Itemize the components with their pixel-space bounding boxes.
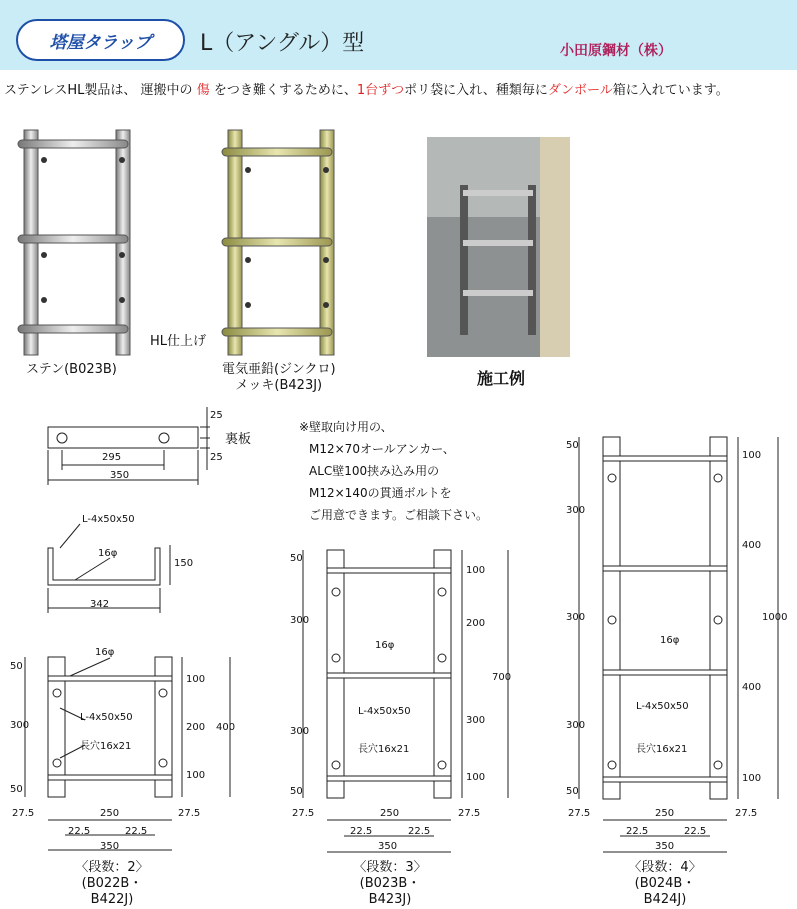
dim-label: 27.5 (458, 808, 481, 819)
steps-label: 〈段数：3〉 (353, 860, 427, 875)
note-text: 箱に入れています。 (612, 83, 729, 98)
rod-label: 16φ (98, 548, 118, 559)
dim-label: 350 (378, 841, 398, 852)
dim-label: 50 (290, 553, 303, 564)
dim-label: 400 (742, 682, 762, 693)
badge-text: 塔屋タラップ (49, 32, 152, 53)
dim-label: 300 (290, 615, 310, 626)
dim-label: 50 (10, 661, 23, 672)
angle-label: L-4x50x50 (80, 712, 133, 723)
dim-label: 100 (466, 772, 486, 783)
rod-label: 16φ (95, 647, 115, 658)
finish-label: HL仕上げ (150, 334, 207, 349)
installation-photo (427, 137, 570, 357)
stainless-caption: ステン(B023B) (26, 362, 117, 377)
dim-label: 100 (742, 773, 762, 784)
ladder2-drawing (25, 657, 230, 850)
dim-label: 1000 (762, 612, 788, 623)
steps-label: 〈段数：2〉 (75, 860, 149, 875)
dim-label: 400 (742, 540, 762, 551)
dim-label: 300 (290, 726, 310, 737)
note-emph: 1台ずつ (356, 83, 405, 98)
dim-label: 400 (216, 722, 236, 733)
dim-label: 100 (742, 450, 762, 461)
dim-label: 27.5 (12, 808, 35, 819)
ladder2-caption (62, 860, 162, 908)
slot-label: 長穴16x21 (80, 741, 132, 752)
dim-label: 50 (10, 784, 23, 795)
dim-label: 295 (102, 452, 122, 463)
dim-label: 27.5 (178, 808, 201, 819)
product-title: L（アングル）型 (200, 31, 365, 56)
dim-label: 342 (90, 599, 110, 610)
angle-label: L-4x50x50 (358, 706, 411, 717)
steps-label: 〈段数：4〉 (628, 860, 702, 875)
dim-label: 250 (100, 808, 120, 819)
dim-label: 50 (290, 786, 303, 797)
dim-label: 50 (566, 786, 579, 797)
zinc-caption-line1: 電気亜鉛(ジンクロ) (222, 362, 336, 377)
slot-label: 長穴16x21 (358, 744, 410, 755)
ladder3-caption (340, 860, 440, 908)
dim-label: 22.5 (68, 826, 91, 837)
stainless-ladder-image (18, 130, 130, 355)
anchor-note-line: ※壁取向け用の、 (299, 420, 393, 434)
slot-label: 長穴16x21 (636, 744, 688, 755)
codes-label: (B024B・B424J) (634, 876, 696, 907)
dim-label: 250 (380, 808, 400, 819)
dim-label: 300 (566, 505, 586, 516)
dim-label: 250 (655, 808, 675, 819)
anchor-note-line: ご用意できます。ご相談下さい。 (309, 508, 489, 522)
dim-label: 100 (186, 674, 206, 685)
photo-caption: 施工例 (477, 369, 526, 388)
dim-label: 27.5 (568, 808, 591, 819)
dim-label: 27.5 (735, 808, 758, 819)
dim-label: 22.5 (125, 826, 148, 837)
anchor-note-line: ALC壁100挟み込み用の (309, 464, 440, 478)
anchor-note-line: M12×140の貫通ボルトを (309, 486, 452, 500)
dim-label: 350 (110, 470, 130, 481)
note-text: ステンレスHL製品は、 運搬中の (4, 83, 193, 98)
dim-label: 22.5 (350, 826, 373, 837)
rod-label: 16φ (660, 635, 680, 646)
dim-label: 50 (566, 440, 579, 451)
dim-label: 300 (10, 720, 30, 731)
dim-label: 200 (466, 618, 486, 629)
note-emph: 傷 (196, 83, 210, 98)
zinc-caption-line2: メッキ(B423J) (235, 378, 323, 393)
dim-label: 200 (186, 722, 206, 733)
dim-label: 25 (210, 410, 223, 421)
dim-label: 100 (186, 770, 206, 781)
dim-label: 700 (492, 672, 512, 683)
note-text: をつき難くするために、 (213, 83, 357, 98)
ladder4-caption (615, 860, 715, 908)
dim-label: 300 (566, 720, 586, 731)
dim-label: 300 (466, 715, 486, 726)
rod-label: 16φ (375, 640, 395, 651)
maker-name: 小田原鋼材（株） (560, 43, 672, 59)
dim-label: 22.5 (408, 826, 431, 837)
angle-label: L-4x50x50 (636, 701, 689, 712)
codes-label: (B022B・B422J) (81, 876, 143, 907)
note-text: ポリ袋に入れ、種類毎に (404, 83, 548, 98)
ladder3-drawing (303, 550, 508, 852)
dim-label: 25 (210, 452, 223, 463)
anchor-note-line: M12×70オールアンカー、 (309, 442, 455, 456)
dim-label: 300 (566, 612, 586, 623)
angle-label: L-4x50x50 (82, 514, 135, 525)
zinc-caption (222, 362, 336, 394)
dim-label: 350 (655, 841, 675, 852)
note-emph: ダンボール (547, 83, 613, 98)
dim-label: 22.5 (684, 826, 707, 837)
dim-label: 350 (100, 841, 120, 852)
dim-label: 150 (174, 558, 194, 569)
back-plate-label: 裏板 (225, 432, 252, 447)
zinc-ladder-image (222, 130, 334, 355)
dim-label: 100 (466, 565, 486, 576)
codes-label: (B023B・B423J) (359, 876, 421, 907)
dim-label: 27.5 (292, 808, 315, 819)
dim-label: 22.5 (626, 826, 649, 837)
anchor-note (299, 416, 488, 526)
